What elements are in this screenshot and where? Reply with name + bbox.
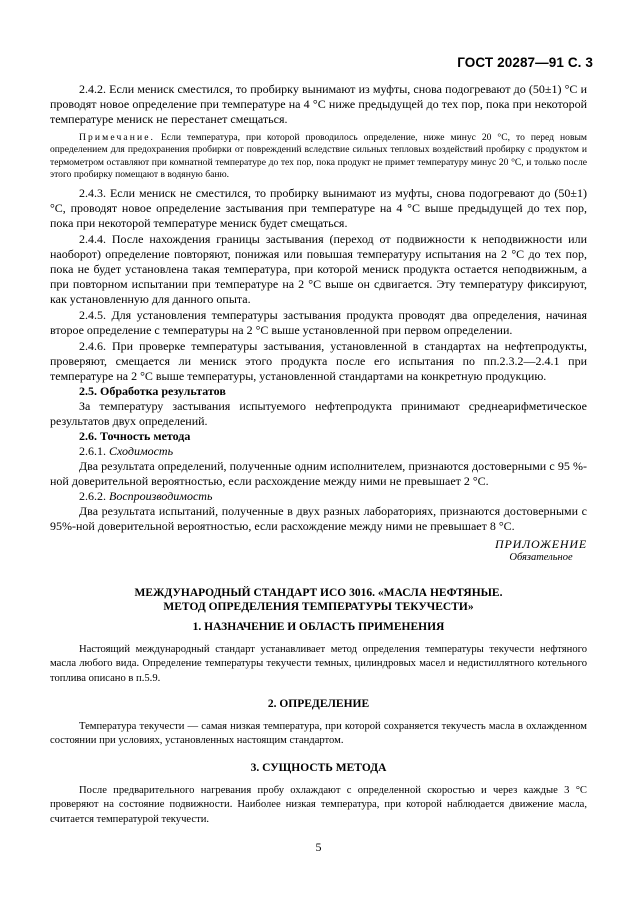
appendix-title: ПРИЛОЖЕНИЕ — [495, 537, 587, 551]
section-1-text: Настоящий международный стандарт устанавливает метод определения температуры текучести нефтяного масла любого вида. Определение температуры текучести темных, цилиндровых масел и недистиллятного котельного топлива описано в п.5.9. — [50, 644, 587, 684]
page-number: 5 — [315, 840, 322, 854]
section-2-5-heading: 2.5. Обработка результатов — [79, 383, 226, 398]
note-paragraph — [50, 132, 587, 182]
paragraph-2-6-1: Два результата определений, полученные одним исполнителем, признаются достоверными с 95 %-ной доверительной вероятностью, если расхождение между ними не превышает 2 °С. — [50, 458, 587, 488]
section-1-heading: 1. НАЗНАЧЕНИЕ И ОБЛАСТЬ ПРИМЕНЕНИЯ — [192, 621, 445, 633]
section-2-text: Температура текучести — самая низкая температура, при которой сохраняется текучесть масла в охлажденном состоянии при условиях, установленных настоящим стандартом. — [50, 721, 587, 747]
section-2-6-2-number: 2.6.2. — [79, 488, 109, 503]
section-3-heading: 3. СУЩНОСТЬ МЕТОДА — [250, 762, 387, 774]
note-title: Примечание. — [79, 132, 156, 143]
paragraph-2-6-2: Два результата испытаний, полученные в двух разных лабораториях, признаются достоверными с 95%-ной доверительной вероятностью, если расхождение между ними не превышает 8 °С. — [50, 503, 587, 533]
paragraph-2-5: За температуру застывания испытуемого нефтепродукта принимают среднеарифметическое результатов двух определений. — [50, 398, 587, 428]
standard-title-line-2: МЕТОД ОПРЕДЕЛЕНИЯ ТЕМПЕРАТУРЫ ТЕКУЧЕСТИ» — [163, 601, 474, 613]
section-3-text: После предварительного нагревания пробу охлаждают с определенной скоростью и через каждые 3 °С проверяют на состояние подвижности. Наиболее низкая температура, при которой наблюдается движение масла, считается температурой текучести. — [50, 785, 587, 825]
section-2-heading: 2. ОПРЕДЕЛЕНИЕ — [267, 698, 370, 710]
note-body: Если температура, при которой проводилось определение, ниже минус 20 °С, то перед новым определением для предохранения пробирки от повреждений вследствие сильных тепловых воздействий пробирку с продуктом и термометром оставляют при комнатной температуре до тех пор, пока продукт не примет температуру минус 20 °С, и только после этого пробирку помещают в водяную баню. — [50, 132, 587, 181]
section-2-6-2-title: Воспроизводимость — [109, 488, 213, 503]
standard-title — [50, 586, 587, 614]
page-header: ГОСТ 20287—91 С. 3 — [457, 55, 593, 70]
appendix-subtitle: Обязательное — [509, 552, 573, 563]
appendix-label — [495, 537, 587, 564]
paragraph-2-4-3: 2.4.3. Если мениск не сместился, то пробирку вынимают из муфты, снова подогревают до (50±1) °С, проводят новое определение застывания при температуре на 4 °С выше предыдущей до тех пор, пока при некоторой температуре мениск будет смещаться. — [50, 185, 587, 230]
paragraph-2-4-4: 2.4.4. После нахождения границы застывания (переход от подвижности к неподвижности или наоборот) определение повторяют, понижая или повышая температуру испытания на 2 °С до тех пор, пока не будет установлена такая температура, при которой мениск продукта остается неподвижным, а при повторном испытании при температуре на 2 °С выше он сдвигается. Эту температуру фиксируют, как установленную для данного опыта. — [50, 231, 587, 306]
section-2-6-1-heading — [50, 444, 587, 459]
standard-title-line-1: МЕЖДУНАРОДНЫЙ СТАНДАРТ ИСО 3016. «МАСЛА НЕФТЯНЫЕ. — [134, 587, 503, 599]
section-2-6-2-heading — [50, 489, 587, 504]
section-2-6-1-title: Сходимость — [109, 443, 174, 458]
section-2-6-1-number: 2.6.1. — [79, 443, 109, 458]
paragraph-2-4-6: 2.4.6. При проверке температуры застывания, установленной в стандартах на нефтепродукты, проверяют, смещается ли мениск этого продукта после его испытания по пп.2.3.2—2.4.1 при температуре на 2 °С выше температуры, установленной стандартами на конкретную продукцию. — [50, 338, 587, 383]
section-2-6-heading: 2.6. Точность метода — [79, 428, 191, 443]
paragraph-2-4-5: 2.4.5. Для установления температуры застывания продукта проводят два определения, начиная второе определение с температуры на 2 °С выше установленной при первом определении. — [50, 307, 587, 337]
paragraph-2-4-2: 2.4.2. Если мениск сместился, то пробирку вынимают из муфты, снова подогревают до (50±1) °С и проводят новое определение при температуре на 4 °С ниже предыдущей до тех пор, пока при некоторой температуре мениск не перестанет смещаться. — [50, 82, 587, 126]
main-text-column — [50, 82, 587, 534]
